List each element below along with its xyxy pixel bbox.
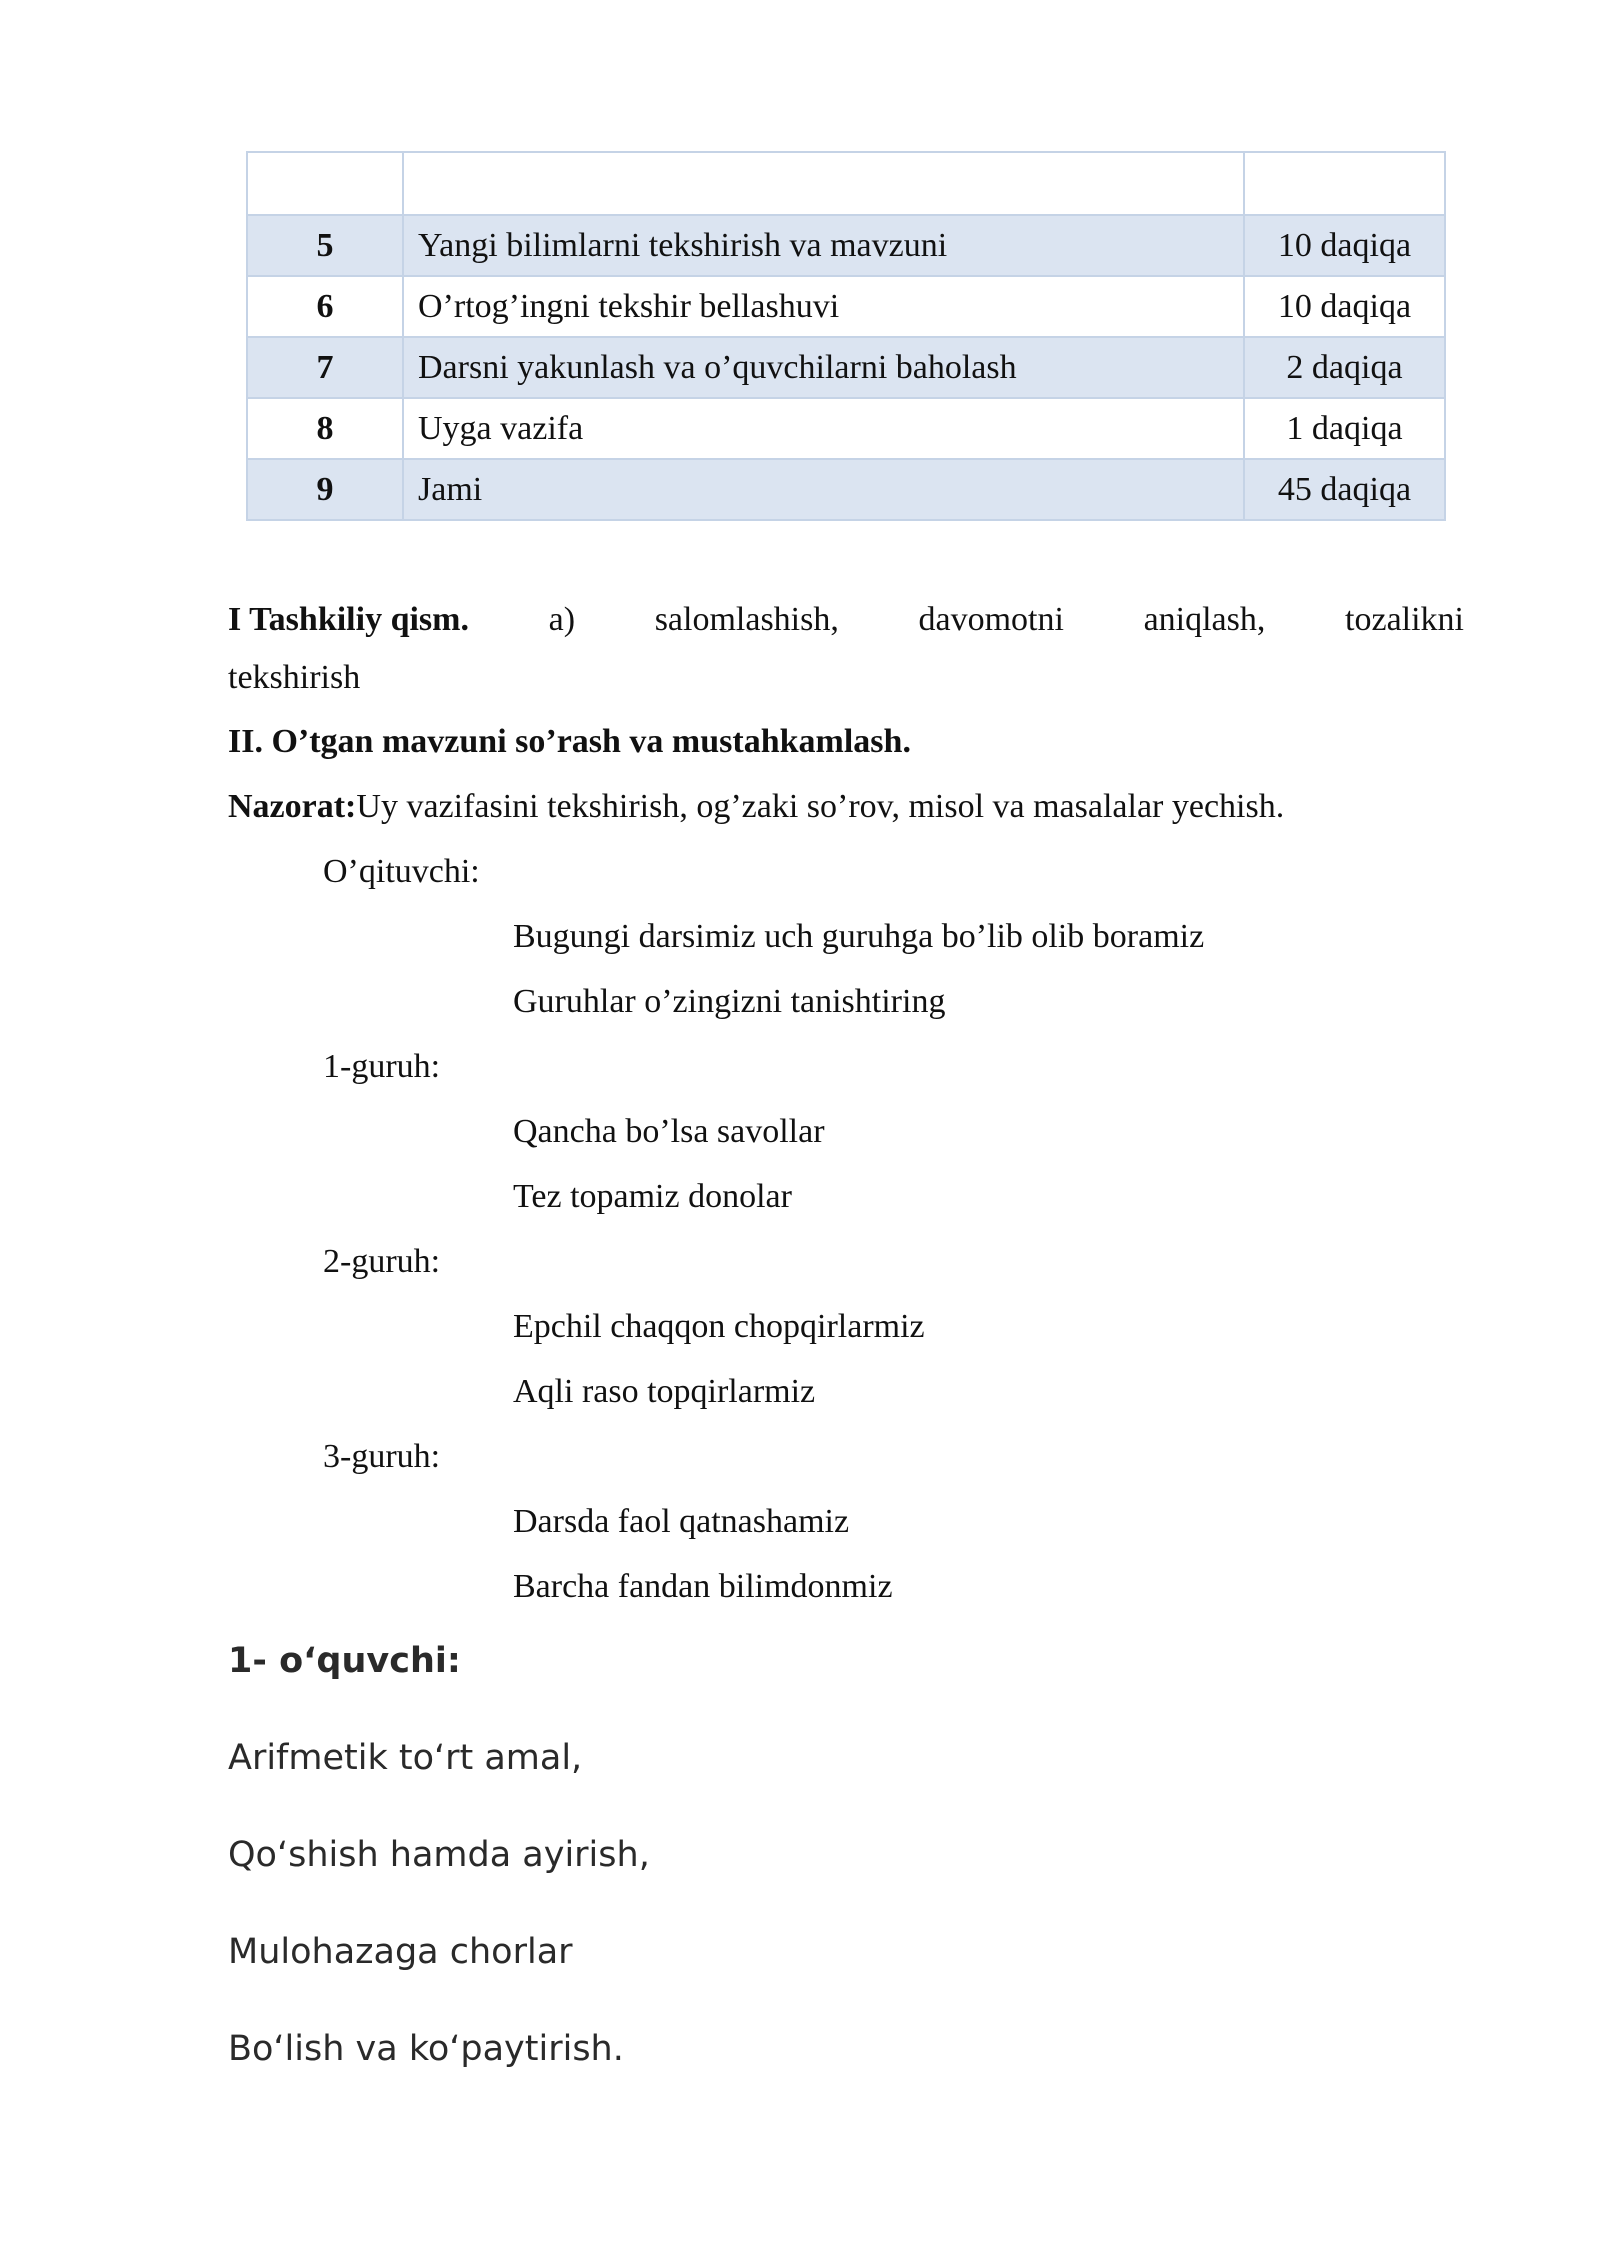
table-row: [247, 276, 1445, 337]
group3-line: Darsda faol qatnashamiz: [513, 1503, 850, 1540]
section1-word: a): [548, 601, 576, 638]
section1-word: davomotni: [918, 601, 1064, 638]
poem-line: Qo‘shish hamda ayirish,: [228, 1835, 650, 1875]
table-row: [247, 152, 1445, 215]
row-number-cell: 5: [247, 215, 403, 276]
control-paragraph: [228, 787, 1284, 827]
table-row: [247, 215, 1445, 276]
teacher-label: O’qituvchi:: [323, 853, 480, 890]
row-number-cell: 6: [247, 276, 403, 337]
section2-heading: [228, 722, 911, 762]
row-time-cell: 2 daqiqa: [1244, 337, 1445, 398]
control-label: Nazorat:: [228, 788, 357, 825]
section1-continuation: tekshirish: [228, 659, 361, 696]
lesson-plan-table: [246, 151, 1446, 521]
table-row: [247, 337, 1445, 398]
row-time-cell: 10 daqiqa: [1244, 215, 1445, 276]
row-description-cell: Darsni yakunlash va o’quvchilarni baholash: [403, 337, 1244, 398]
row-description-cell: Yangi bilimlarni tekshirish va mavzuni: [403, 215, 1244, 276]
group1-line: Tez topamiz donolar: [513, 1178, 792, 1215]
section1-title: I Tashkiliy qism.: [228, 601, 469, 638]
student-heading: 1- o‘quvchi:: [228, 1641, 461, 1681]
section1-line: [228, 600, 1464, 640]
teacher-line: Bugungi darsimiz uch guruhga bo’lib olib boramiz: [513, 918, 1205, 955]
row-time-cell: [1244, 152, 1445, 215]
row-description-cell: [403, 152, 1244, 215]
control-text: Uy vazifasini tekshirish, og’zaki so’rov, misol va masalalar yechish.: [356, 788, 1285, 825]
group2-line: Aqli raso topqirlarmiz: [513, 1373, 816, 1410]
section1-word: salomlashish,: [654, 601, 839, 638]
group1-line: Qancha bo’lsa savollar: [513, 1113, 825, 1150]
group1-label: 1-guruh:: [323, 1048, 441, 1085]
group2-line: Epchil chaqqon chopqirlarmiz: [513, 1308, 925, 1345]
row-description-cell: Uyga vazifa: [403, 398, 1244, 459]
row-number-cell: 9: [247, 459, 403, 520]
row-time-cell: 45 daqiqa: [1244, 459, 1445, 520]
section1-word: tozalikni: [1345, 601, 1464, 638]
row-time-cell: 10 daqiqa: [1244, 276, 1445, 337]
teacher-line: Guruhlar o’zingizni tanishtiring: [513, 983, 946, 1020]
row-number-cell: 7: [247, 337, 403, 398]
row-number-cell: [247, 152, 403, 215]
row-number-cell: 8: [247, 398, 403, 459]
group3-label: 3-guruh:: [323, 1438, 441, 1475]
row-description-cell: O’rtog’ingni tekshir bellashuvi: [403, 276, 1244, 337]
row-description-cell: Jami: [403, 459, 1244, 520]
table-row: [247, 459, 1445, 520]
poem-line: Bo‘lish va ko‘paytirish.: [228, 2029, 624, 2069]
poem-line: Mulohazaga chorlar: [228, 1932, 573, 1972]
table-row: [247, 398, 1445, 459]
section2-title: II. O’tgan mavzuni so’rash va mustahkamlash.: [228, 723, 911, 760]
poem-line: Arifmetik to‘rt amal,: [228, 1738, 583, 1778]
section1-word: aniqlash,: [1143, 601, 1266, 638]
row-time-cell: 1 daqiqa: [1244, 398, 1445, 459]
group2-label: 2-guruh:: [323, 1243, 441, 1280]
group3-line: Barcha fandan bilimdonmiz: [513, 1568, 893, 1605]
